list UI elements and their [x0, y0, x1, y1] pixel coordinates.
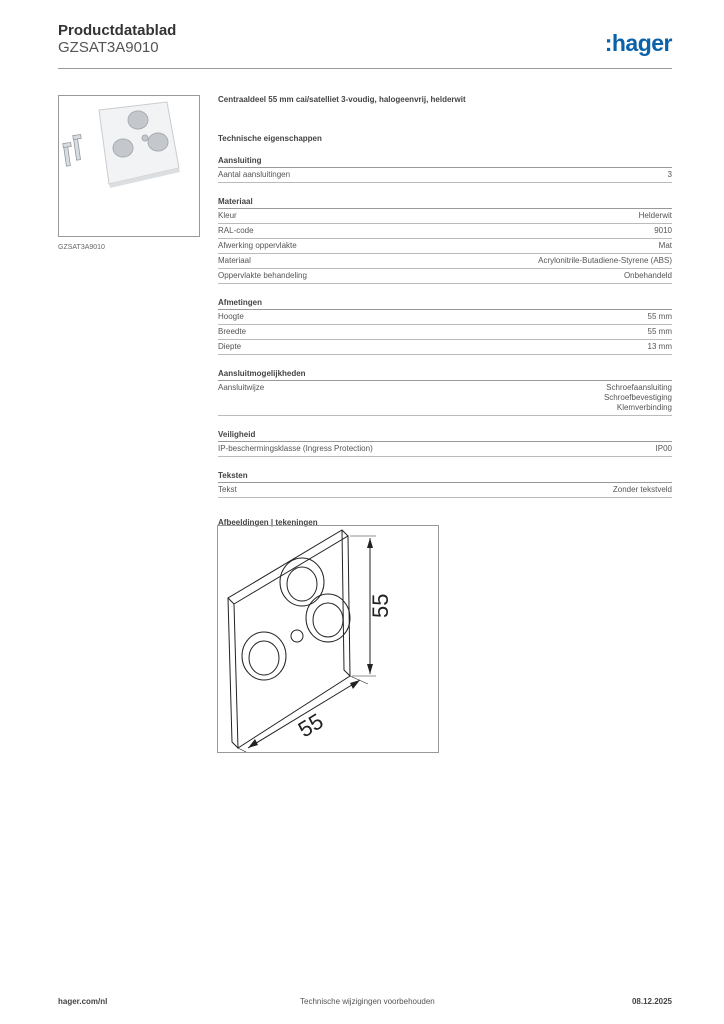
spec-label: Kleur — [218, 211, 237, 220]
spec-value: 55 mm — [647, 312, 672, 321]
height-dimension-label: 55 — [368, 593, 393, 618]
footer-date: 08.12.2025 — [631, 997, 672, 1006]
spec-row — [218, 381, 672, 416]
spec-value: Onbehandeld — [623, 271, 672, 280]
spec-value: Acrylonitrile-Butadiene-Styrene (ABS) — [538, 256, 672, 265]
spec-row — [218, 483, 672, 498]
spec-row — [218, 224, 672, 239]
spec-value-list — [604, 383, 672, 413]
spec-row — [218, 340, 672, 355]
spec-label: Breedte — [218, 327, 247, 336]
footer-disclaimer: Technische wijzigingen voorbehouden — [300, 997, 435, 1006]
spec-row — [218, 168, 672, 183]
group-title: Aansluitmogelijkheden — [218, 369, 672, 381]
group-title: Aansluiting — [218, 156, 672, 168]
spec-row — [218, 442, 672, 457]
spec-row — [218, 254, 672, 269]
product-image — [58, 95, 200, 237]
spec-value: Zonder tekstveld — [612, 485, 672, 494]
spec-label: Afwerking oppervlakte — [218, 241, 297, 250]
spec-row — [218, 325, 672, 340]
spec-label: Diepte — [218, 342, 242, 351]
product-code: GZSAT3A9010 — [58, 39, 159, 56]
spec-label: Hoogte — [218, 312, 244, 321]
spec-value: IP00 — [655, 444, 672, 453]
plate-drawing-icon — [218, 526, 438, 752]
group-title: Afmetingen — [218, 298, 672, 310]
group-title: Veiligheid — [218, 430, 672, 442]
spec-label: IP-beschermingsklasse (Ingress Protection) — [218, 444, 373, 453]
spec-label: Aantal aansluitingen — [218, 170, 291, 179]
spec-label: Materiaal — [218, 256, 251, 265]
product-photo-icon — [59, 96, 199, 236]
width-dimension-label: 55 — [293, 708, 328, 743]
document-title: Productdatablad — [58, 22, 177, 39]
spec-label: Aansluitwijze — [218, 383, 265, 392]
spec-row — [218, 239, 672, 254]
spec-value: 55 mm — [647, 327, 672, 336]
product-description: Centraaldeel 55 mm cai/satelliet 3-voudig, halogeenvrij, helderwit — [218, 95, 466, 104]
group-title: Teksten — [218, 471, 672, 483]
header-divider — [58, 68, 672, 69]
spec-label: Tekst — [218, 485, 237, 494]
spec-value: Klemverbinding — [616, 403, 672, 412]
spec-value: 9010 — [654, 226, 672, 235]
spec-row — [218, 269, 672, 284]
specifications — [218, 95, 672, 527]
technical-properties-heading: Technische eigenschappen — [218, 134, 322, 143]
spec-value: 13 mm — [647, 342, 672, 351]
hager-logo: :hager — [604, 30, 672, 56]
drawings-heading: Afbeeldingen | tekeningen — [218, 518, 318, 527]
spec-label: RAL-code — [218, 226, 254, 235]
spec-row — [218, 310, 672, 325]
spec-value: Mat — [658, 241, 672, 250]
technical-drawing — [217, 525, 439, 753]
spec-value: 3 — [667, 170, 672, 179]
product-image-caption: GZSAT3A9010 — [58, 244, 105, 251]
spec-row — [218, 209, 672, 224]
footer-website-link[interactable]: hager.com/nl — [58, 997, 108, 1006]
spec-value: Helderwit — [638, 211, 672, 220]
spec-label: Oppervlakte behandeling — [218, 271, 307, 280]
spec-value: Schroefaansluiting — [606, 383, 672, 392]
group-title: Materiaal — [218, 197, 672, 209]
spec-value: Schroefbevestiging — [603, 393, 672, 402]
